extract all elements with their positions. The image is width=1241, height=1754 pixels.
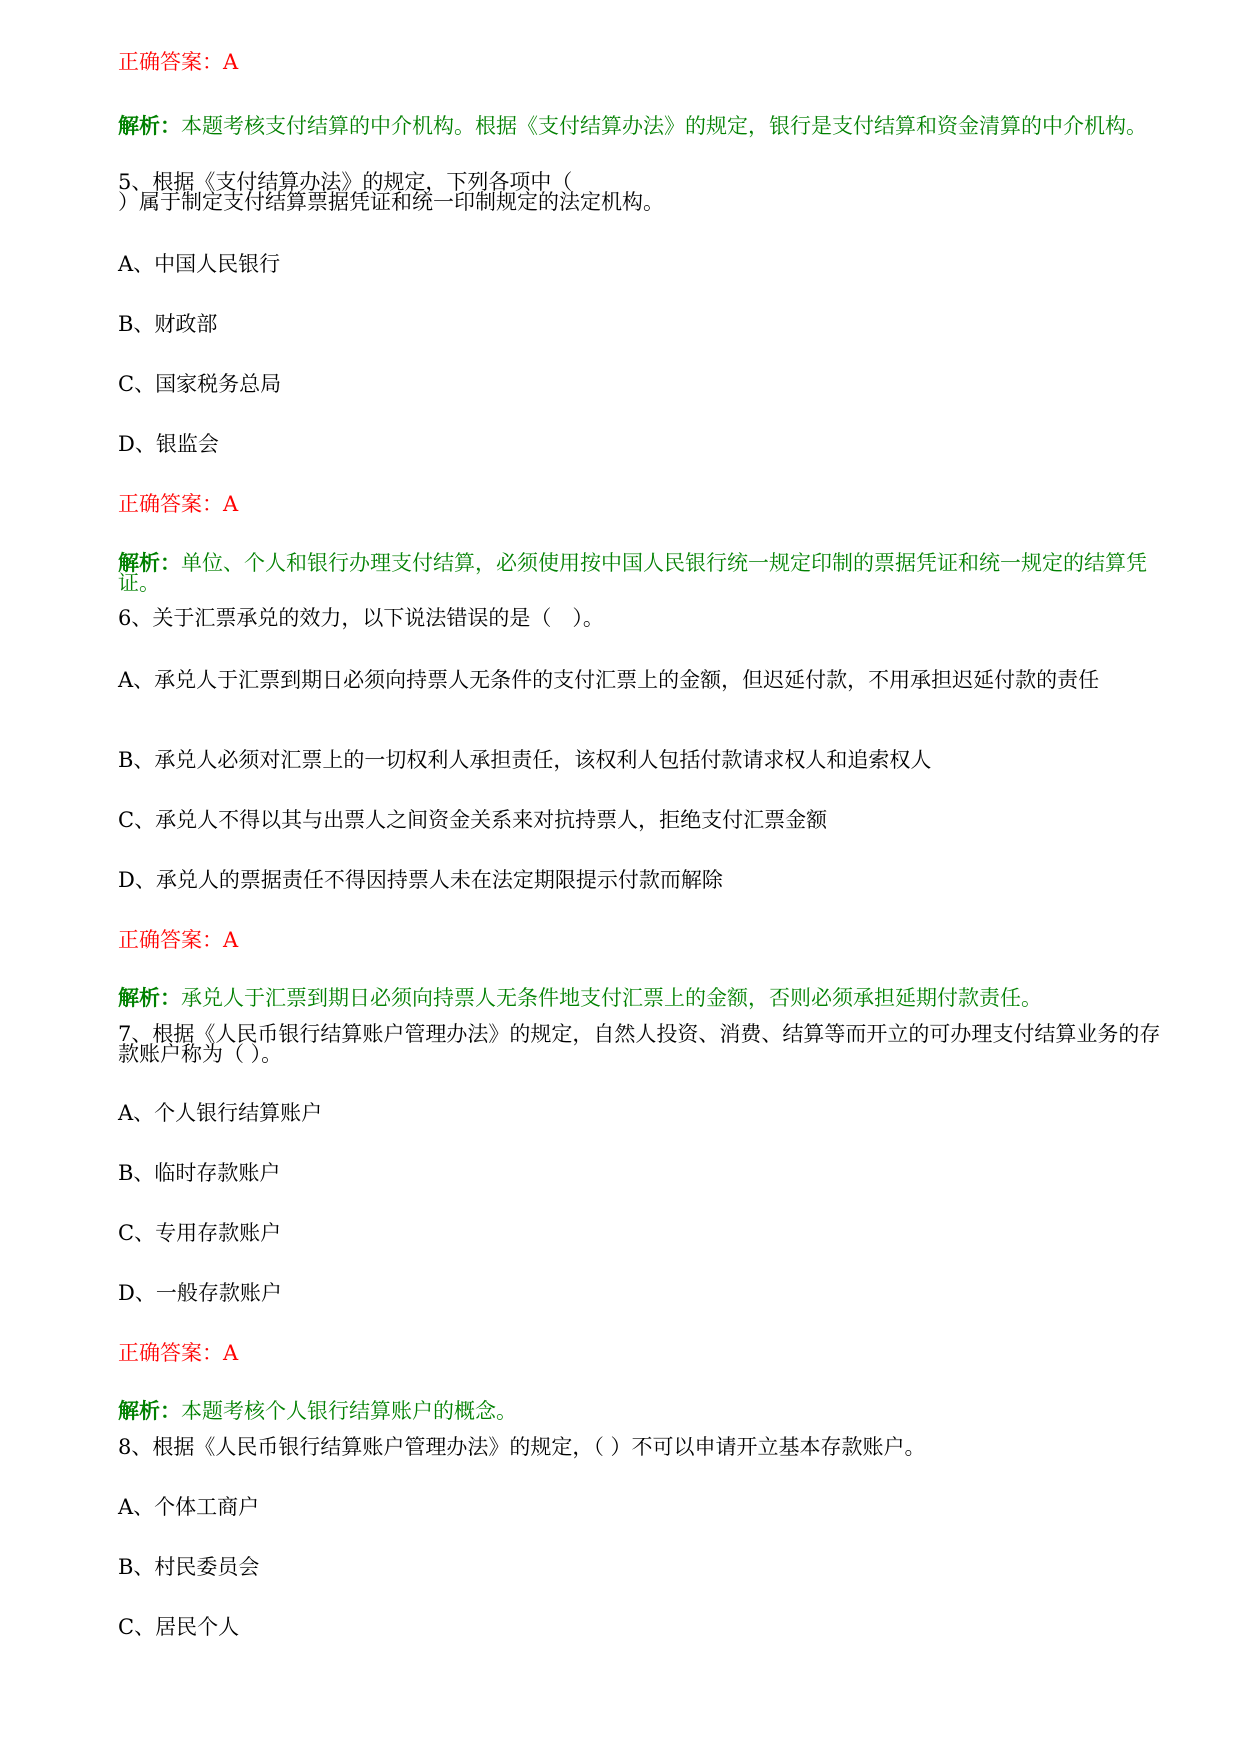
analysis-line <box>118 985 1178 1010</box>
option-text: A、承兑人于汇票到期日必须向持票人无条件的支付汇票上的金额，但迟延付款，不用承担迟延付款的责任 <box>118 668 1100 692</box>
option-text: C、专用存款账户 <box>118 1221 282 1245</box>
answer-label: 正确答案： <box>118 1341 223 1365</box>
question-text: 6、关于汇票承兑的效力，以下说法错误的是（ ）。 <box>118 606 604 630</box>
option-text: C、承兑人不得以其与出票人之间资金关系来对抗持票人，拒绝支付汇票金额 <box>118 808 828 832</box>
analysis-label: 解析： <box>118 1398 181 1423</box>
answer-label: 正确答案： <box>118 492 223 516</box>
question-text: 5、根据《支付结算办法》的规定，下列各项中（ ）属于制定支付结算票据凭证和统一印制规定的法定机构。 <box>118 170 664 214</box>
option-text: B、财政部 <box>118 312 218 336</box>
question-text: 8、根据《人民币银行结算账户管理办法》的规定，（ ）不可以申请开立基本存款账户。 <box>118 1435 926 1459</box>
analysis-line <box>118 113 1178 138</box>
option-text: B、临时存款账户 <box>118 1161 281 1185</box>
option-text: C、国家税务总局 <box>118 372 282 396</box>
answer-value: A <box>223 50 239 74</box>
analysis-text: 承兑人于汇票到期日必须向持票人无条件地支付汇票上的金额，否则必须承担延期付款责任。 <box>181 986 1042 1010</box>
option-text: B、承兑人必须对汇票上的一切权利人承担责任，该权利人包括付款请求权人和追索权人 <box>118 748 932 772</box>
answer-line <box>118 930 1178 950</box>
analysis-label: 解析： <box>118 985 181 1010</box>
analysis-line <box>118 550 1178 595</box>
option-text: B、村民委员会 <box>118 1555 260 1579</box>
option-text: A、个体工商户 <box>118 1495 260 1519</box>
option-text: A、个人银行结算账户 <box>118 1101 323 1125</box>
analysis-text: 单位、个人和银行办理支付结算，必须使用按中国人民银行统一规定印制的票据凭证和统一规定的结算凭证。 <box>118 551 1147 595</box>
answer-line <box>118 52 1178 72</box>
answer-value: A <box>223 492 239 516</box>
analysis-label: 解析： <box>118 550 181 575</box>
question-text: 7、根据《人民币银行结算账户管理办法》的规定，自然人投资、消费、结算等而开立的可办理支付结算业务的存款账户称为（ ）。 <box>118 1022 1161 1066</box>
analysis-label: 解析： <box>118 113 181 138</box>
option-text: D、银监会 <box>118 432 219 456</box>
option-text: A、中国人民银行 <box>118 252 281 276</box>
analysis-text: 本题考核支付结算的中介机构。根据《支付结算办法》的规定，银行是支付结算和资金清算的中介机构。 <box>181 114 1147 138</box>
answer-value: A <box>223 928 239 952</box>
analysis-line <box>118 1398 1178 1423</box>
option-text: D、承兑人的票据责任不得因持票人未在法定期限提示付款而解除 <box>118 868 723 892</box>
answer-label: 正确答案： <box>118 50 223 74</box>
answer-label: 正确答案： <box>118 928 223 952</box>
analysis-text: 本题考核个人银行结算账户的概念。 <box>181 1399 517 1423</box>
option-text: C、居民个人 <box>118 1615 240 1639</box>
answer-line <box>118 494 1178 514</box>
answer-value: A <box>223 1341 239 1365</box>
option-text: D、一般存款账户 <box>118 1281 282 1305</box>
answer-line <box>118 1343 1178 1363</box>
